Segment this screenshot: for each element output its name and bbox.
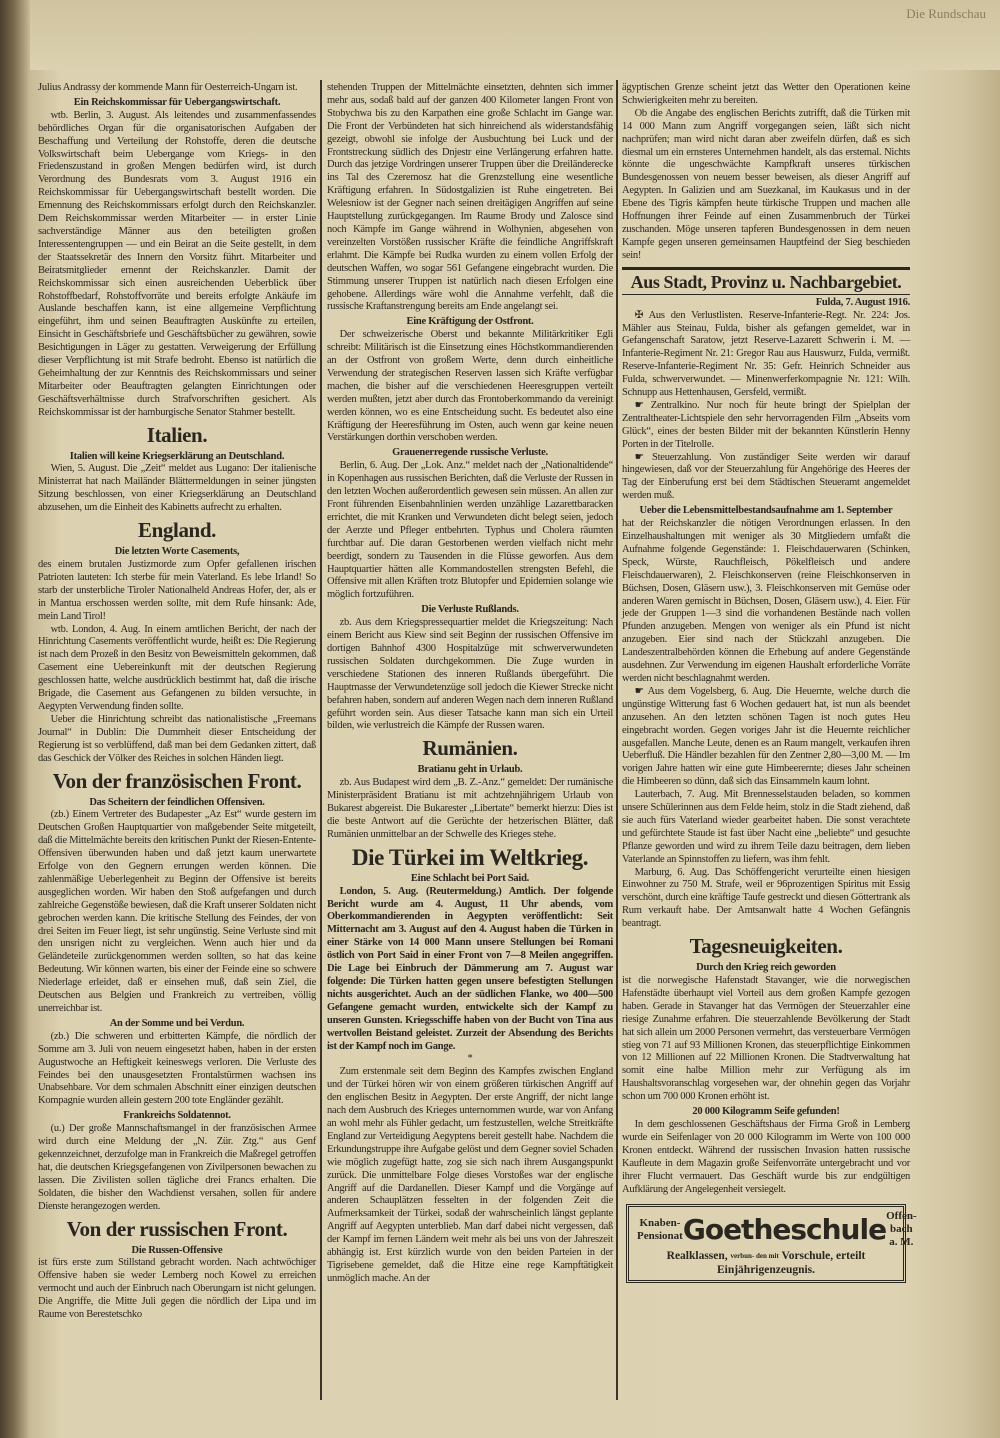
section-heading: Aus Stadt, Provinz u. Nachbargebiet. — [622, 267, 910, 295]
ad-left-text — [637, 1217, 683, 1243]
section-heading: Die Türkei im Weltkrieg. — [351, 844, 589, 870]
paragraph: Berlin, 6. Aug. Der „Lok. Anz.“ meldet nach der „Nationaltidende“ in Kopenhagen aus russischen Berichten, daß die Verluste der Russen in den letzten Wochen außerordentlich gewesen sein müssen. An allen zur Front führenden Eisenbahnlinien werden unzählige Lazarettbaracken errichtet, die mit Kranken und Verwundeten dicht belegt seien, jedoch der Aerzte und Pfleger entbehrten. Typhus und Cholera räumten furchtbar auf. Die daran Gestorbenen werden vielfach nicht mehr beerdigt, sondern zu Tausenden in die Flüsse geworfen. Aus dem Hauptquartier hätten alle Kommandostellen strengsten Befehl, die Offensive mit allen Kräften trotz Blutopfer und Epidemien solange wie möglich fortzuführen. — [327, 460, 613, 601]
section-heading: Tagesneuigkeiten. — [689, 934, 843, 959]
article-headline: Die letzten Worte Casements, — [114, 546, 240, 558]
article-headline: Ein Reichskommissar für Uebergangswirtschaft. — [73, 96, 281, 108]
paragraph: (zb.) Einem Vertreter des Budapester „Az Est“ wurde gestern im Deutschen Großen Hauptquartier von maßgebender Seite mitgeteilt, daß die Mittelmächte bereits den kritischen Punkt der Riesen-Entente-Offensiven überwunden haben und daß jetzt kaum unerwartete Erfolge von den Gegnern errungen werden können. Die zahlenmäßige Ueberlegenheit zu Beginn der Offensive ist bereits ausgeglichen worden. Wir haben den Stoß aufgefangen und durch zahlreiche Gegenstöße bewiesen, daß die Kraft unserer Soldaten nicht gebrochen werden kann. Die kritische Stellung des Feindes, der von drei Seiten im Feuer liegt, ist sehr ungünstig. Seine Verluste sind mit den unsrigen nicht zu vergleichen. Wenn auch hier und da Geländeteile zurückgenommen werden sollten, so hat das keine Bedeutung. Wir können warten, bis einer der Feinde eine so schwere Niederlage erleidet, daß er einsehen muß, daß sein Ziel, die Deutschen aus Belgien und Frankreich zu vertreiben, völlig unerreichbar ist. — [38, 809, 316, 1014]
section-heading: Italien. — [146, 422, 208, 447]
paragraph: des einem brutalen Justizmorde zum Opfer gefallenen irischen Patrioten lauteten: Ich sterbe für mein Vaterland. Es lebe Irland! So starb der unsterbliche Tiroler Nationalheld Andreas Hofer, der, als er in Mantua erschossen werden sollte, mit dem Rufe hinsank: Ade, mein Land Tirol! — [38, 559, 316, 622]
column-2 — [327, 82, 613, 1286]
ad-left-bottom: Pensionat — [637, 1229, 683, 1242]
paragraph: London, 5. Aug. (Reutermeldung.) Amtlich. Der folgende Bericht wurde am 4. August, 11 Uhr abends, vom Oberkommandierenden in Aegypten veröffentlicht: Seit Mitternacht am 3. August auf den 4. August haben die Türken in einer Stärke von 14 000 Mann unsere Stellungen bei Romani östlich von Port Said in einer Front von 7—8 Meilen angegriffen. Die Lage bei Einbruch der Dämmerung am 7. August war folgende: Die Türken hatten gegen unsere befestigten Stellungen nichts ausgerichtet. Auch an der südlichen Flanke, wo 400—500 Gefangene gemacht wurden, entwickelte sich der Kampf zu unseren Gunsten. Kriegsschiffe haben von der Bucht von Tina aus wertvollen Beistand geleistet. Zurzeit der Absendung des Berichts ist der Kampf noch im Gange. — [327, 885, 613, 1052]
ad-line-b: Vorschule, erteilt Einjährigenzeugnis. — [716, 1250, 866, 1277]
page-top-margin — [30, 0, 1000, 70]
ad-right-text — [886, 1210, 917, 1249]
paragraph: Lauterbach, 7. Aug. Mit Brennesselstauden beladen, so kommen unsere Schülerinnen aus dem Felde heim, stolz in die Stadt ziehend, daß sie auch fürs Vaterland wieder gearbeitet haben. Die sonst verachtete und gefürchtete Staude ist fast über Nacht eine „beliebte“ und gesuchte Pflanze geworden und wird zu ihrem Teile dazu beitragen, dem lieben Vaterlande an Spinnstoffen zu liefern, was ihm fehlt. — [622, 789, 910, 865]
paragraph: Marburg, 6. Aug. Das Schöffengericht verurteilte einen hiesigen Einwohner zu 750 M. Strafe, weil er 96prozentigen Spiritus mit Essig verschönt, durch eine kräftige Taufe gestreckt und diesen Göttertrank als Rum verkauft habe. Der Amtsanwalt hatte 4 Wochen Gefängnis beantragt. — [622, 866, 910, 930]
column-1 — [38, 82, 316, 1322]
article-headline: Bratianu geht in Urlaub. — [417, 764, 523, 776]
paragraph: Wien, 5. August. Die „Zeit“ meldet aus Lugano: Der italienische Ministerrat hat nach Mailänder Blättermeldungen in seiner jüngsten Sitzung beschlossen, von einer Kriegserklärung an Deutschland abzusehen, um die Einheit des Kabinetts aufrecht zu erhalten. — [38, 463, 316, 514]
ad-line-small: verbun- den mit — [730, 1252, 779, 1261]
ad-line-a: Realklassen, — [666, 1250, 728, 1263]
separator: * — [467, 1053, 473, 1065]
paragraph: In dem geschlossenen Geschäftshaus der Firma Groß in Lemberg wurde ein Seifenlager von 20 000 Kilogramm im Werte von 100 000 Kronen entdeckt. Während der russischen Invasion hatten russische Kaufleute in dem Magazin große Seifenvorräte untergebracht und vor ihrer Flucht vermauert. Das Geschäft wurde bis zur endgültigen Aufklärung der Angelegenheit versiegelt. — [622, 1118, 910, 1195]
column-divider — [616, 80, 618, 1400]
article-headline: Die Verluste Rußlands. — [421, 604, 519, 616]
paragraph: ☛ Zentralkino. Nur noch für heute bringt der Spielplan der Zentraltheater-Lichtspiele den sehr hervorragenden Film „Abseits vom Glück“, eines der besten Bilder mit der bekannten Künstlerin Henny Porten in der Titelrolle. — [622, 399, 910, 450]
section-heading: Von der französischen Front. — [52, 768, 302, 793]
paragraph: zb. Aus dem Kriegspressequartier meldet die Kriegszeitung: Nach einem Bericht aus Kiew sind seit Beginn der russischen Offensive im dortigen Bahnhof 4300 Hospitalzüge mit schwerverwundeten russischen Soldaten durchgekommen. Die Zuge wurden in verschiedene Stationen des inneren Rußlands übergeführt. Die Hauptmasse der Verwundetenzüge soll jedoch die Kiewer Strecke nicht befahren haben, sondern auf anderen Wegen nach dem inneren Rußland geführt worden sein. Aus dieser Tatsache kann man sich ein Urteil bilden, wie verlustreich die Kämpfe der Russen waren. — [327, 617, 613, 732]
paragraph: Der schweizerische Oberst und bekannte Militärkritiker Egli schreibt: Militärisch ist die Einsetzung eines Höchstkommandierenden an der Ostfront von großem Werte, denn durch einheitliche Verwendung der strategischen Reserven lassen sich Kräfte verfügbar machen, die bisher auf die verschiedenen Heeresgruppen verteilt werden mußten, jetzt aber durch das Frontoberkommando da vereinigt werden können, wo es eine Entscheidung sucht. Es bedeutet also eine Kräftigung der Heeresführung im Osten, auch wenn gar keine neuen Verstärkungen dorthin verschoben werden. — [327, 329, 613, 444]
paragraph: wtb. London, 4. Aug. In einem amtlichen Bericht, der nach der Hinrichtung Casements veröffentlicht wurde, heißt es: Die Regierung ist nach dem Prozeß in den Besitz von Beweismitteln gekommen, daß Casement eine Uebereinkunft mit der deutschen Regierung geschlossen hatte, welche ausdrücklich bestimmt hat, daß die irische Brigade, die Casement aus Gefangenen zu bilden versuchte, in Aegypten Verwendung finden sollte. — [38, 623, 316, 712]
article-headline: Eine Schlacht bei Port Said. — [410, 872, 530, 884]
article-headline: Grauenerregende russische Verluste. — [392, 447, 548, 459]
ad-school-name: Goetheschule — [682, 1212, 887, 1246]
column-divider — [320, 80, 322, 1400]
section-heading: Rumänien. — [422, 736, 518, 761]
article-headline: Ueber die Lebensmittelbestandsaufnahme am 1. September — [639, 505, 893, 517]
column-3 — [622, 82, 917, 1283]
paragraph: Ueber die Hinrichtung schreibt das nationalistische „Freemans Journal“ in Dublin: Die Dummheit dieser Entscheidung der Regierung ist so verblüffend, daß man bei dem Gedanken zittert, daß das Geschick der Völker des Reiches in solchen Händen liegt. — [38, 713, 316, 764]
article-headline: Frankreichs Soldatennot. — [123, 1110, 231, 1122]
paragraph: Julius Andrassy der kommende Mann für Oesterreich-Ungarn ist. — [38, 82, 298, 93]
article-headline: 20 000 Kilogramm Seife gefunden! — [692, 1106, 840, 1118]
paragraph: Zum erstenmale seit dem Beginn des Kampfes zwischen England und der Türkei hören wir von einem größeren türkischen Angriff auf den englischen Besitz in Aegypten. Der erste Angriff, der nicht lange nach dem Ausbruch des Krieges unternommen wurde, war von Anfang an wohl mehr als Fühler gedacht, um festzustellen, welche Streitkräfte England zur Verteidigung Aegyptens bereit gestellt habe. Nachdem die Erkundungstruppe ihre Aufgabe gelöst und dem Gegner soviel Schaden wie möglich zugefügt hatte, zog sie sich nach ihrem Ausgangspunkt zurück. Die unmittelbare Folge dieses Vorstoßes war der englische Angriff auf die Dardanellen. Dieser Kampf und die Vorgänge auf anderen Schauplätzen fesselten in der folgenden Zeit die Aufmerksamkeit der Türkei, sodaß der wahrscheinlich längst geplante Angriff auf Aegypten unterblieb. Man darf dabei nicht vergessen, daß der Kampf im fernen Ländern weit mehr als bei uns von der Jahreszeit abhängig ist. Erst kürzlich wurde von den beiden Parteien in der Tigrisebene gemeldet, daß die Hitze eine rege Kampftätigkeit unmöglich mache. An der — [327, 1066, 613, 1284]
article-headline: Italien will keine Kriegserklärung an Deutschland. — [69, 450, 285, 462]
article-headline: Durch den Krieg reich geworden — [696, 962, 836, 974]
paragraph: ☛ Aus dem Vogelsberg, 6. Aug. Die Heuernte, welche durch die ungünstige Witterung fast 6 Wochen gedauert hat, ist nun als beendet anzusehen. An den letzten schönen Tagen ist noch gutes Heu eingebracht worden. Gegen voriges Jahr ist die Heuernte reichlicher ausgefallen. Manche Leute, denen es an Raum mangelt, verkaufen ihren Ueberfluß. Die Händler bezahlen für den Zentner 2,80—3,00 M. — Im vorigen Jahre hatten wir eine gute Himbeerernte; dieses Jahr scheinen die Himbeeren so dünn, daß sich das Einsammeln kaum lohnt. — [622, 685, 910, 788]
ad-left-top: Knaben- — [639, 1216, 681, 1229]
paragraph: stehenden Truppen der Mittelmächte einsetzten, dehnten sich immer mehr aus, sodaß bald auf der ganzen 400 Kilometer langen Front von Stobychwa bis zu den Karpathen eine große Schlacht im Gange war. Die Front der Verbündeten hat sich hinreichend als widerstandsfähig gezeigt, obwohl sie infolge der Ausbuchtung bei Luck und der Frontstreckung südlich des Dnjestr eine Verlängerung erfahren hatte. Durch das jetzige Vordringen unserer Truppen über die Dreiländerecke ins Tal des Czeremosz hat die Grenzstellung eine wesentliche Kräftigung erfahren. In Südostgalizien ist Ruhe eingetreten. Bei Welesniow ist der Gegner nach seinen dreitägigen Angriffen auf seine Hauptstellung zurückgegangen. Im Raume Brody und Zalosce sind noch Kämpfe im Gange während in Wolhynien, abgesehen von vereinzelten Vorstößen russischer Kräfte die feindliche Angriffskraft erlahmt. Die Kämpfe bei Rudka wurden zu einem vollen Erfolg der deutschen Waffen, wo sogar 561 Gefangene eingebracht wurden. Die Stimmung unserer Truppen ist natürlich nach diesen Erfolgen eine gehobene. Allerdings wäre wohl die Annahme verfehlt, daß die russische Kraftanstrengung bereits am Ende angelangt sei. — [327, 82, 613, 313]
paragraph: Ob die Angabe des englischen Berichts zutrifft, daß die Türken mit 14 000 Mann zum Angriff vorgegangen seien, läßt sich nicht nachprüfen; man wird nicht daran aber zweifeln dürfen, daß es sich diesmal um ein ernsteres Unternehmen handelt, als das erstemal. Nichts könnte die ungeschwächte Kampfkraft unseres türkischen Bundesgenossen von neuem besser beweisen, als dieser Angriff auf Aegypten. In Galizien und am Suezkanal, im Kaukasus und in der Ebene des Tigris kämpfen heute türkische Truppen und machen alle Hoffnungen ihrer Feinde auf einen Zusammenbruch der Türkei zuschanden. Möge unseren tapferen Bundesgenossen in dem neuen Kampfe gegen unseren gemeinsamen Hauptfeind der Sieg beschieden sein! — [622, 107, 910, 261]
paragraph: zb. Aus Budapest wird dem „B. Z.-Anz.“ gemeldet: Der rumänische Ministerpräsident Bratianu ist mit achtzehnjährigem Urlaub von Bukarest abgereist. Die Bukarester „Libertate“ bemerkt hierzu: Dies ist die beste Antwort auf die Gerüchte der hetzerischen Blätter, daß Rumänien unmittelbar an der Schwelle des Krieges stehe. — [327, 777, 613, 840]
article-headline: Eine Kräftigung der Ostfront. — [406, 316, 534, 328]
article-headline: An der Somme und bei Verdun. — [109, 1017, 245, 1029]
goetheschule-advertisement — [626, 1204, 917, 1283]
paragraph: wtb. Berlin, 3. August. Als leitendes und zusammenfassendes behördliches Organ für die organisatorischen Aufgaben der Beschaffung und Verteilung der Rohstoffe, deren die deutsche Volkswirtschaft beim Uebergange vom Kriegs- in den Friedenszustand in großen Mengen bedürfen wird, ist durch Verordnung des Bundesrats vom 3. August 1916 ein Reichskommissar für Uebergangswirtschaft bestellt worden. Die Ernennung des Reichskommissars erfolgt durch den Reichskanzler. Dem Reichskommissar werden Mitarbeiter — in erster Linie sachverständige Männer aus den beteiligten großen Interessentengruppen — und ein Beirat an die Seite gestellt, in dem der Staatssekretär des Innern den Vorsitz führt. Mitarbeiter und Beiratsmitglieder ernennt der Reichskanzler. Damit der Reichskommissar sich einen ausreichenden Ueberblick über Rohstoffbedarf, Rohstoffvorräte und bereits erfolgte Ankäufe im Auslande beschaffen kann, ist eine allgemeine Verpflichtung eingeführt, ihm und seinen Beauftragten Auskünfte zu erteilen, Einsicht in Geschäftsbriefe und Geschäftsbücher zu gewähren, sowie Besichtigungen in Läger zu gestatten. Verweigerung der Erfüllung dieser Verpflichtung ist mit Strafe bedroht. Ebenso ist natürlich die Geheimhaltung der zur Kenntnis des Reichskommissars und seiner Mitarbeiter oder Beauftragten gelangten Einrichtungen oder Geschäftsverhältnisse durch Strafvorschriften gesichert. Als Reichskommissar ist der hamburgische Senator Stahmer bestellt. — [38, 109, 316, 418]
paragraph: ist die norwegische Hafenstadt Stavanger, wie die norwegischen Hafenstädte überhaupt viel Vorteil aus dem großen Kampfe gezogen haben. Gerade in Stavanger hat das Vermögen der Steuerzahler eine riesige Zunahme erfahren. Die steuerzahlende Bevölkerung der Stadt hat sich allein um 2000 Personen vermehrt, das versteuerbare Vermögen stieg von 71 auf 93 Millionen Kronen, das steuerpflichtige Einkommen von 12 Millionen auf 22 Millionen Kronen. Die Stadtverwaltung hat somit eine halbe Million mehr zur Verfügung als im Haushaltsvoranschlag vorgesehen war, der ohnehin gegen das Vorjahr schon um 700 000 Kronen erhöht ist. — [622, 975, 910, 1103]
article-headline: Das Scheitern der feindlichen Offensiven. — [89, 796, 265, 808]
paragraph: (u.) Der große Mannschaftsmangel in der französischen Armee wird durch eine Meldung der „N. Zür. Ztg.“ aus Genf gekennzeichnet, derzufolge man in Frankreich die Maßregel getroffen hat, die deutschen Kriegsgefangenen von Zivilpersonen bewachen zu lassen. Die Zivilisten sollen tägliche drei Francs erhalten. Die Soldaten, die bisher den Wachdienst versahen, sollen für andere Dienste herangezogen werden. — [38, 1123, 316, 1212]
dateline: Fulda, 7. August 1916. — [815, 296, 910, 308]
article-headline: Die Russen-Offensive — [131, 1244, 223, 1256]
paragraph: (zb.) Die schweren und erbitterten Kämpfe, die nördlich der Somme am 3. Juli von neuem eingesetzt haben, haben in der ersten Augustwoche an Heftigkeit keineswegs verloren. Die Verluste des Feindes bei den unausgesetzten Frontalstürmen wachsen ins Unabsehbare. Vor dem schmalen Abschnitt einer einzigen deutschen Kompagnie wurden allein gestern 200 tote Engländer gezählt. — [38, 1030, 316, 1107]
paragraph: ist fürs erste zum Stillstand gebracht worden. Nach achtwöchiger Offensive haben sie weder Lemberg noch Kowel zu erreichen vermocht und auch der Einbruch nach Oberungarn ist nicht gelungen. Die Angriffe, die Mitte Juli gegen die nördlich der Lipa und im Raume von Berestetschko — [38, 1257, 316, 1321]
paragraph: hat der Reichskanzler die nötigen Verordnungen erlassen. In den Einzelhaushaltungen mit weniger als 30 Mitgliedern umfaßt die Aufnahme folgende Gegenstände: 1. Fleischdauerwaren (Schinken, Speck, Würste, Rauchfleisch, Pökelfleisch und andere Fleischdauerwaren), 2. Fleischkonserven (reine Fleischkonserven in Büchsen, Dosen, Gläsern usw.), 3. Fleischkonserven mit Gemüse oder anderen Waren gemischt in Büchsen, Dosen, Gläsern usw.), 4. Eier. Für jede der Gruppen 1—3 sind die vorhandenen Bestände nach vollen Pfunden anzugeben. Mengen von weniger als ein Pfund ist nicht anzugeben. Eier sind nach der Stückzahl anzugeben. Die Landeszentralbehörden können die Erhebung auf andere Gegenstände ausdehnen. Zur Verwendung im eigenen Haushalt erforderliche Vorräte werden nicht beschlagnahmt werden. — [622, 518, 910, 684]
paragraph: ☛ Steuerzahlung. Von zuständiger Seite werden wir darauf hingewiesen, daß vor der Steuerzahlung für Angehörige des Heeres der Tag der Einberufung erst bei dem Städtischen Steueramt angemeldet werden muß. — [622, 451, 910, 502]
ad-right-bottom: bach a. M. — [889, 1223, 914, 1249]
page-header-fragment: Die Rundschau — [906, 6, 986, 21]
ad-bottom-line — [637, 1249, 895, 1277]
paragraph: ägyptischen Grenze scheint jetzt das Wetter den Operationen keine Schwierigkeiten mehr zu bereiten. — [622, 82, 910, 106]
ad-right-top: Offen- — [886, 1210, 917, 1223]
section-heading: Von der russischen Front. — [66, 1216, 288, 1241]
section-heading: England. — [138, 518, 216, 543]
paragraph: ✠ Aus den Verlustlisten. Reserve-Infanterie-Regt. Nr. 224: Jos. Mähler aus Steinau, Fulda, bisher als gefangen gemeldet, war in Gefangenschaft Saratow, jetzt Reserve-Lazarett Schwerin i. M. — Infanterie-Regiment Nr. 21: Gregor Rau aus Hauswurz, Fulda, vermißt. Reserve-Infanterie-Regiment Nr. 35: Gefr. Heinrich Schneider aus Fulda, schwerverwundet. — Minenwerferkompagnie Nr. 121: Wilh. Schnupp aus Hettenhausen, Gersfeld, vermißt. — [622, 309, 910, 399]
